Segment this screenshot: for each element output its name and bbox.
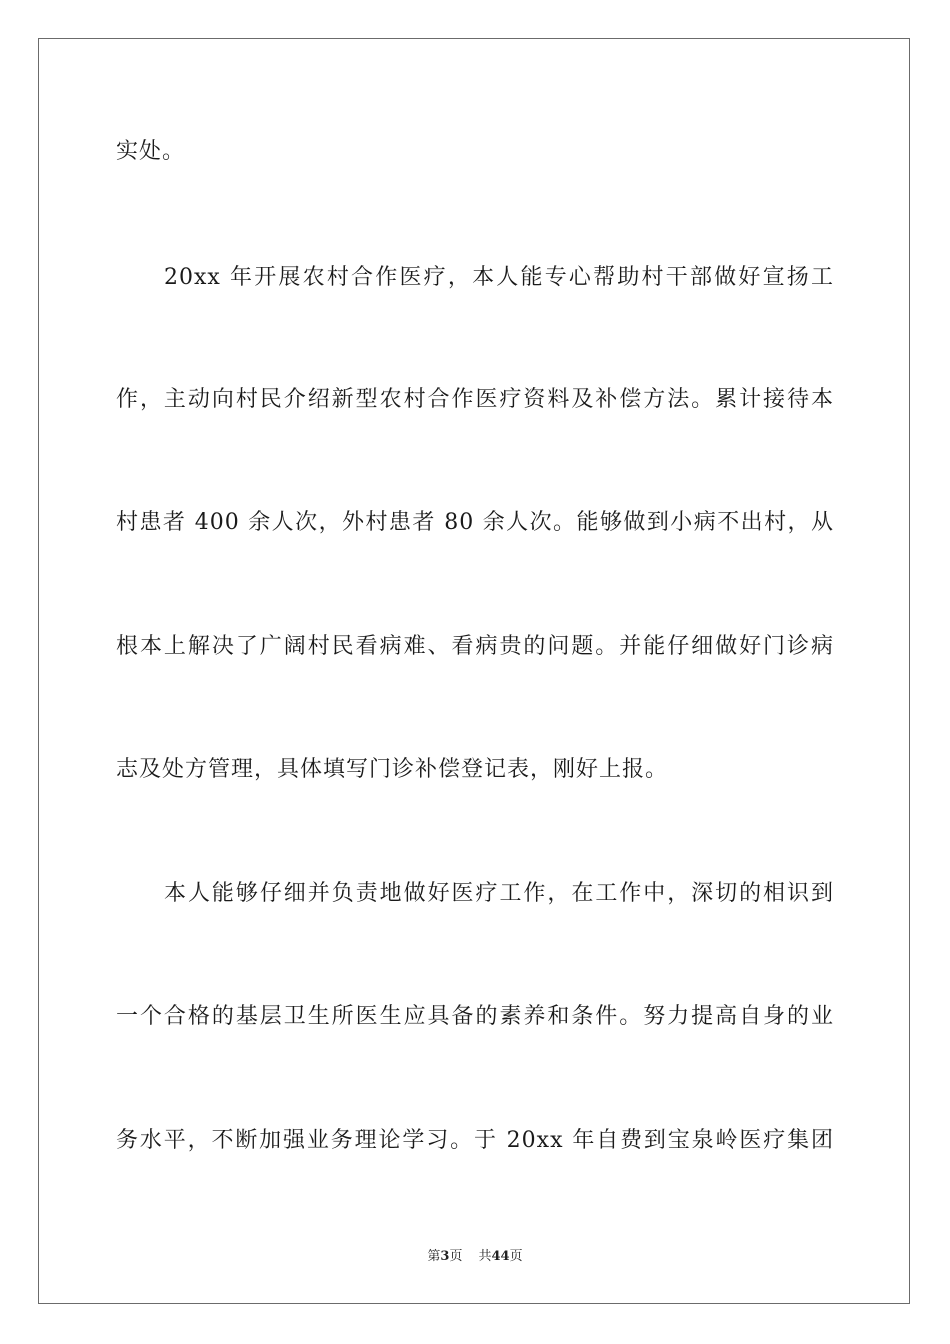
- body-line-1: 实处。: [116, 139, 186, 164]
- body-line-2: 20xx 年开展农村合作医疗，本人能专心帮助村干部做好宣扬工: [164, 265, 834, 290]
- body-line-9: 务水平，不断加强业务理论学习。于 20xx 年自费到宝泉岭医疗集团: [116, 1128, 834, 1153]
- body-line-5: 根本上解决了广阔村民看病难、看病贵的问题。并能仔细做好门诊病: [116, 634, 834, 659]
- body-line-4: 村患者 400 余人次，外村患者 80 余人次。能够做到小病不出村，从: [116, 510, 834, 535]
- total-prefix: 共: [478, 1249, 492, 1264]
- page-footer: [0, 1248, 950, 1266]
- total-pages: 44: [491, 1249, 510, 1264]
- body-line-7: 本人能够仔细并负责地做好医疗工作，在工作中，深切的相识到: [164, 881, 834, 906]
- page-border: [38, 38, 910, 1304]
- total-suffix: 页: [509, 1249, 523, 1264]
- body-line-3: 作，主动向村民介绍新型农村合作医疗资料及补偿方法。累计接待本: [116, 387, 834, 412]
- page-number: 3: [440, 1249, 450, 1264]
- page-prefix: 第: [427, 1249, 441, 1264]
- body-line-8: 一个合格的基层卫生所医生应具备的素养和条件。努力提高自身的业: [116, 1004, 834, 1029]
- page-suffix: 页: [449, 1249, 463, 1264]
- body-line-6: 志及处方管理，具体填写门诊补偿登记表，刚好上报。: [116, 757, 669, 782]
